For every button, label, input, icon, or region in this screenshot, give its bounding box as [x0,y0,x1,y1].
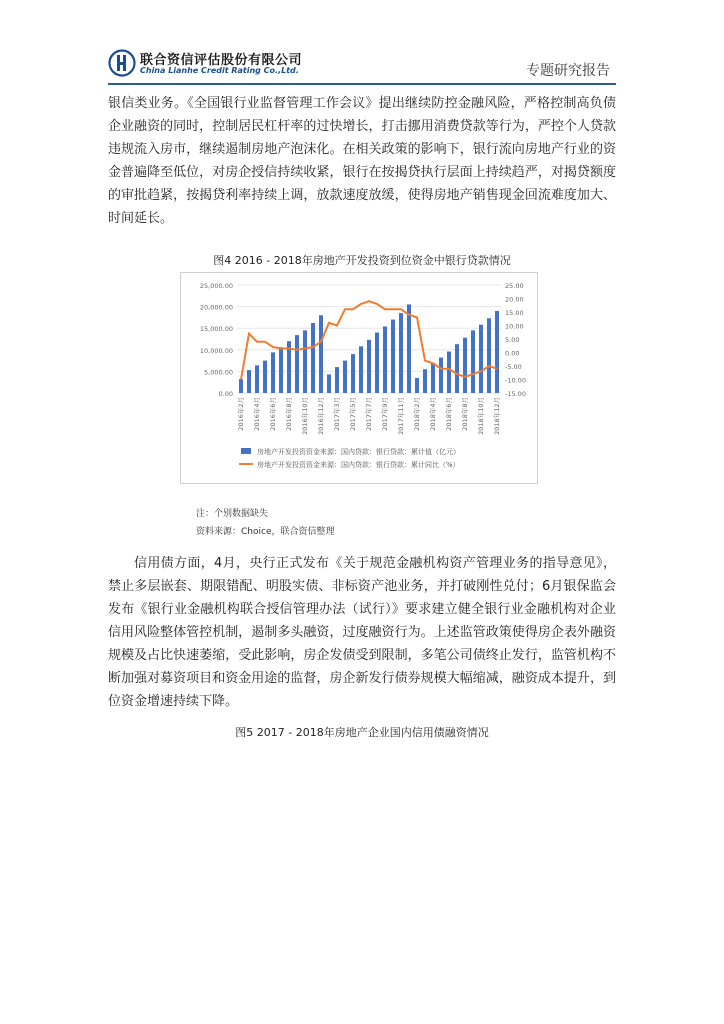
bar [471,330,475,393]
bar [359,346,363,393]
y-right-tick-label: -10.00 [505,376,526,385]
x-tick-label: 2017年11月 [397,397,405,435]
body-paragraph-2: 信用债方面，4月，央行正式发布《关于规范金融机构资产管理业务的指导意见》，禁止多层嵌套、期限错配、明股实债、非标资产池业务，并打破刚性兑付；6月银保监会发布《银行业金融机构联合授信管理办法（试行）》要求建立健全银行业金融机构对企业信用风险整体管控机制，遏制多头融资，过度融资行为。上述监管政策使得房企表外融资规模及占比快速萎缩，受此影响，房企发债受到限制，多笔公司债终止发行，监管机构不断加强对募资项目和资金用途的监督，房企新发行债券规模大幅缩减，融资成本提升，到位资金增速持续下降。 [108,556,616,709]
bar [239,379,243,393]
x-tick-label: 2018年10月 [477,397,485,435]
x-tick-label: 2016年4月 [253,397,261,431]
x-tick-label: 2018年2月 [413,397,421,431]
bar [303,330,307,393]
bar [311,323,315,393]
bar [391,320,395,393]
x-tick-label: 2016年8月 [285,397,293,431]
bar [431,363,435,393]
bar [327,374,331,393]
y-left-tick-label: 15,000.00 [199,325,233,334]
legend-swatch-bar [241,448,251,454]
bar [447,352,451,393]
bar [263,361,267,393]
bar [367,340,371,393]
body-paragraph-1: 银信类业务。《全国银行业监督管理工作会议》提出继续防控金融风险，严格控制高负债企业融资的同时，控制居民杠杆率的过快增长，打击挪用消费贷款等行为，严控个人贷款违规流入房市，继续遏制房地产泡沫化。在相关政策的影响下，银行流向房地产行业的资金普遍降至低位，对房企授信持续收紧，银行在按揭贷执行层面上持续趋严，对揭贷额度的审批趋紧，按揭贷利率持续上调，放款速度放缓，使得房地产销售现金回流难度加大、时间延长。 [108,96,616,226]
bar [279,347,283,393]
page-header [108,46,616,82]
y-right-tick-label: 10.00 [505,322,524,331]
legend-entry: 房地产开发投资资金来源：国内贷款：银行贷款：累计值（亿元） [257,448,460,456]
y-right-tick-label: 20.00 [505,295,524,304]
bar [375,333,379,393]
x-tick-label: 2018年6月 [445,397,453,431]
x-tick-label: 2016年6月 [269,397,277,431]
x-tick-label: 2017年5月 [349,397,357,431]
bar [423,369,427,393]
figure4-title: 图4 2016 - 2018年房地产开发投资到位资金中银行贷款情况 [213,254,511,267]
bar [495,311,499,393]
bar [247,370,251,393]
y-left-tick-label: 10,000.00 [199,346,233,355]
header-divider [108,83,616,85]
bar [335,367,339,393]
bar [455,344,459,393]
bar [351,354,355,393]
bar [295,335,299,393]
legend-entry: 房地产开发投资资金来源：国内贷款：银行贷款：累计同比（%） [257,461,460,469]
x-tick-label: 2016年10月 [301,397,309,435]
bar [343,361,347,393]
y-right-tick-label: 15.00 [505,309,524,317]
x-tick-label: 2017年7月 [365,397,373,431]
bar [255,365,259,393]
bar [407,304,411,393]
figure4-note: 注：个别数据缺失 [196,509,269,519]
x-tick-label: 2017年9月 [381,397,389,431]
bar [479,325,483,393]
report-type-label: 专题研究报告 [526,63,610,79]
y-right-tick-label: 25.00 [505,282,524,290]
figure5-title: 图5 2017 - 2018年房地产企业国内信用债融资情况 [235,726,489,739]
bar [463,338,467,393]
bar [399,313,403,393]
bar [271,352,275,393]
bar [439,358,443,393]
x-tick-label: 2016年12月 [317,397,325,435]
figure4-chart [180,272,538,484]
x-tick-label: 2018年12月 [493,397,501,435]
y-right-tick-label: 5.00 [505,336,520,344]
company-name-cn: 联合资信评估股份有限公司 [140,53,303,68]
bar [487,318,491,393]
y-left-tick-label: 25,000.00 [199,282,233,290]
company-name-en: China Lianhe Credit Rating Co.,Ltd. [140,66,299,75]
y-left-tick-label: 5,000.00 [204,368,233,377]
figure4-source: 资料来源：Choice，联合资信整理 [196,527,335,537]
x-tick-label: 2017年3月 [333,397,341,431]
y-left-tick-label: 20,000.00 [199,303,233,312]
x-tick-label: 2016年2月 [237,397,245,431]
company-logo-icon [108,49,136,77]
x-tick-label: 2018年4月 [429,397,437,431]
y-right-tick-label: -5.00 [505,363,522,371]
y-right-tick-label: 0.00 [505,349,520,358]
x-tick-label: 2018年8月 [461,397,469,431]
bar [415,378,419,393]
bar [383,326,387,393]
y-right-tick-label: -15.00 [505,390,526,398]
bar [319,315,323,393]
chart-svg [181,273,537,483]
y-left-tick-label: 0.00 [218,390,233,398]
